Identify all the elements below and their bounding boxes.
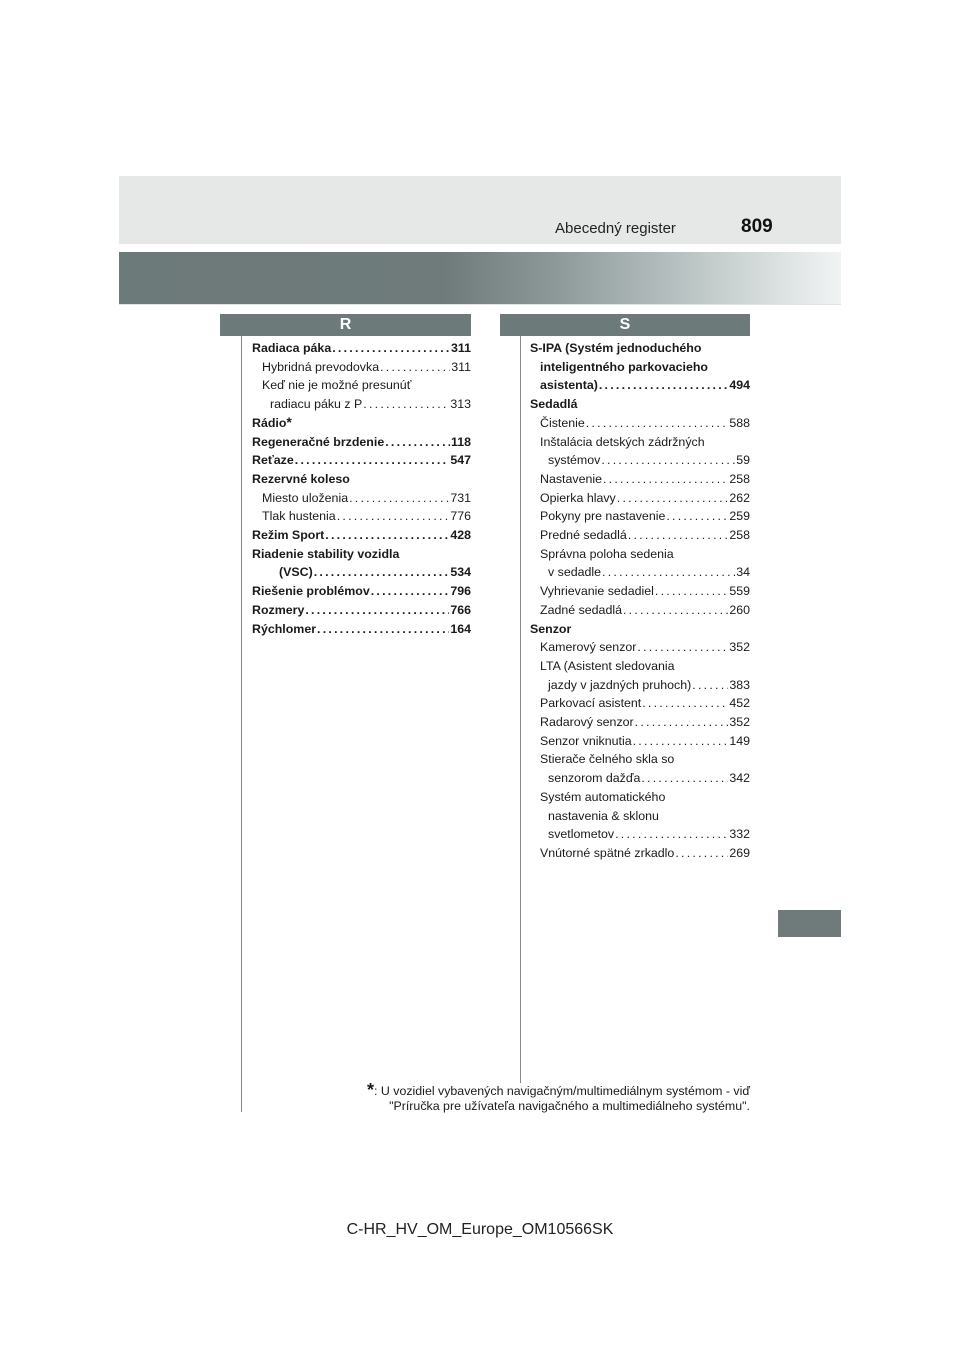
index-page-number: 313 [450, 397, 471, 412]
index-entry [530, 470, 750, 489]
index-term: Tlak hustenia [262, 509, 336, 524]
index-entry [252, 433, 471, 452]
dot-leader [633, 732, 729, 751]
dot-leader [603, 470, 728, 489]
dot-leader [314, 563, 450, 582]
index-term: Riešenie problémov [252, 584, 370, 599]
index-term: Senzor [530, 621, 572, 636]
index-page-number: 149 [729, 733, 750, 748]
index-page-number: 262 [729, 490, 750, 505]
index-page-number: 164 [450, 621, 471, 636]
footnote-text-1: : U vozidiel vybavených navigačným/multimediálnym systémom - viď [373, 1084, 750, 1098]
dot-leader [599, 376, 728, 395]
dot-leader [615, 825, 728, 844]
index-term: asistenta) [540, 378, 598, 393]
document-code: C-HR_HV_OM_Europe_OM10566SK [346, 1221, 614, 1238]
index-term: Predné sedadlá [540, 528, 627, 543]
index-entry [252, 582, 471, 601]
index-term: Rezervné koleso [252, 471, 350, 486]
section-header-s: S [500, 314, 750, 336]
index-term: Reťaze [252, 453, 294, 468]
index-page-number: 383 [729, 677, 750, 692]
index-entry [530, 376, 750, 395]
section-header-r: R [220, 314, 471, 336]
index-term: Hybridná prevodovka [262, 359, 380, 374]
index-entry [530, 433, 750, 452]
index-term: v sedadle [548, 565, 602, 580]
index-term: Správna poloha sedenia [540, 546, 674, 561]
index-page-number: 342 [729, 771, 750, 786]
index-entry [530, 414, 750, 433]
index-entry [530, 526, 750, 545]
index-term: systémov [548, 453, 601, 468]
index-term: Inštalácia detských zádržných [540, 434, 705, 449]
dot-leader [371, 582, 450, 601]
index-term: Opierka hlavy [540, 490, 616, 505]
index-term: Rýchlomer [252, 621, 317, 636]
index-page-number: 494 [729, 378, 750, 393]
dot-leader [295, 451, 450, 470]
dot-leader [363, 395, 449, 414]
index-term: Nastavenie [540, 471, 602, 486]
dot-leader [325, 526, 449, 545]
dot-leader [617, 489, 729, 508]
index-term: Vyhrievanie sedadiel [540, 584, 654, 599]
index-entry: Rádio * [252, 414, 471, 433]
index-term: Čistenie [540, 415, 585, 430]
index-term: LTA (Asistent sledovania [540, 658, 675, 673]
index-entry [530, 807, 750, 826]
index-entry [530, 395, 750, 414]
index-entry [530, 732, 750, 751]
index-list-s [530, 339, 750, 863]
index-entry [252, 376, 471, 395]
index-page-number: 452 [729, 696, 750, 711]
column-rule-right [520, 336, 521, 1083]
index-entry [530, 489, 750, 508]
index-page-number: 766 [450, 602, 471, 617]
index-page-number: 269 [729, 845, 750, 860]
index-entry [252, 470, 471, 489]
index-term: nastavenia & sklonu [548, 808, 659, 823]
dot-leader [628, 526, 729, 545]
dot-leader [666, 507, 728, 526]
dot-leader [637, 638, 728, 657]
header-band [119, 176, 841, 244]
dot-leader [623, 601, 728, 620]
index-term: Zadné sedadlá [540, 602, 622, 617]
index-page-number: 731 [450, 490, 471, 505]
index-page-number: 118 [451, 434, 471, 449]
index-term: inteligentného parkovacieho [540, 359, 708, 374]
index-page-number: 547 [450, 453, 471, 468]
index-term: Radiaca páka [252, 341, 332, 355]
index-term: S-IPA (Systém jednoduchého [530, 341, 702, 355]
index-entry [252, 507, 471, 526]
index-page-number: 311 [451, 341, 471, 355]
index-entry [530, 358, 750, 377]
index-entry [252, 601, 471, 620]
index-page-number: 311 [451, 359, 471, 374]
index-entry [530, 620, 750, 639]
index-term: Systém automatického [540, 789, 666, 804]
footnote-line-1 [310, 1080, 750, 1100]
index-entry [252, 489, 471, 508]
index-page-number: 352 [729, 640, 750, 655]
index-term: Sedadlá [530, 397, 578, 412]
chapter-tab-marker [778, 910, 841, 937]
column-rule-left [241, 336, 242, 1112]
index-entry [530, 582, 750, 601]
index-entry [530, 713, 750, 732]
index-entry [530, 601, 750, 620]
index-entry [252, 545, 471, 564]
divider [119, 304, 841, 305]
index-list-r [252, 339, 471, 638]
index-term: Radarový senzor [540, 715, 634, 730]
index-entry [252, 563, 471, 582]
dot-leader [642, 694, 728, 713]
index-entry [252, 358, 471, 377]
index-term: jazdy v jazdných pruhoch) [548, 677, 692, 692]
index-entry [530, 638, 750, 657]
dot-leader [337, 507, 450, 526]
index-entry [530, 788, 750, 807]
index-entry [530, 339, 750, 358]
index-entry [530, 844, 750, 863]
decorative-gradient-band [119, 252, 841, 304]
index-entry [530, 563, 750, 582]
index-page-number: 332 [729, 827, 750, 842]
footnote-line-2: "Príručka pre užívateľa navigačného a multimediálneho systému". [389, 1099, 750, 1113]
index-entry [530, 769, 750, 788]
index-term: Miesto uloženia [262, 490, 349, 505]
dot-leader [655, 582, 728, 601]
index-entry [530, 507, 750, 526]
index-entry [530, 694, 750, 713]
index-page-number: 258 [729, 528, 750, 543]
index-page-number: 796 [450, 584, 471, 599]
dot-leader [385, 433, 450, 452]
index-term: Režim Sport [252, 528, 325, 543]
page-title: Abecedný register [555, 220, 676, 237]
dot-leader [332, 339, 450, 358]
index-term: Senzor vniknutia [540, 733, 632, 748]
dot-leader [675, 844, 728, 863]
index-page-number: 588 [729, 415, 750, 430]
dot-leader [602, 563, 735, 582]
index-term: svetlometov [548, 827, 615, 842]
index-term: Kamerový senzor [540, 640, 637, 655]
dot-leader [635, 713, 729, 732]
index-term: Rádio [252, 415, 287, 430]
index-term: senzorom dažďa [548, 771, 641, 786]
index-page-number: 259 [729, 509, 750, 524]
dot-leader [692, 676, 728, 695]
index-page-number: 559 [729, 584, 750, 599]
index-entry [530, 676, 750, 695]
index-page-number: 352 [729, 715, 750, 730]
index-page-number: 34 [736, 565, 750, 580]
index-entry [530, 545, 750, 564]
index-term: (VSC) [279, 565, 313, 580]
index-entry [530, 825, 750, 844]
index-entry [252, 451, 471, 470]
dot-leader [586, 414, 729, 433]
dot-leader [305, 601, 449, 620]
index-term: Pokyny pre nastavenie [540, 509, 666, 524]
index-entry [252, 395, 471, 414]
dot-leader [641, 769, 728, 788]
index-page-number: 534 [450, 565, 471, 580]
index-term: Riadenie stability vozidla [252, 546, 400, 561]
index-term: Regeneračné brzdenie [252, 434, 385, 449]
index-term: Vnútorné spätné zrkadlo [540, 845, 675, 860]
footnote [310, 1080, 750, 1114]
dot-leader [317, 620, 449, 639]
index-term: Keď nie je možné presunúť [262, 378, 412, 393]
page-number: 809 [741, 216, 773, 237]
index-entry [252, 339, 471, 358]
index-entry [530, 750, 750, 769]
footnote-marker: * [366, 1080, 374, 1100]
index-page-number: 258 [729, 471, 750, 486]
index-page-number: 776 [450, 509, 471, 524]
index-term: Parkovací asistent [540, 696, 642, 711]
index-page-number: 260 [729, 602, 750, 617]
dot-leader [380, 358, 450, 377]
index-term: Stierače čelného skla so [540, 752, 675, 767]
index-entry [530, 451, 750, 470]
dot-leader [601, 451, 735, 470]
index-entry [252, 526, 471, 545]
index-page-number: 428 [450, 528, 471, 543]
index-entry [530, 657, 750, 676]
index-term: radiacu páku z P [270, 397, 363, 412]
index-term: Rozmery [252, 602, 305, 617]
index-page-number: 59 [736, 453, 750, 468]
index-entry [252, 620, 471, 639]
dot-leader [349, 489, 449, 508]
